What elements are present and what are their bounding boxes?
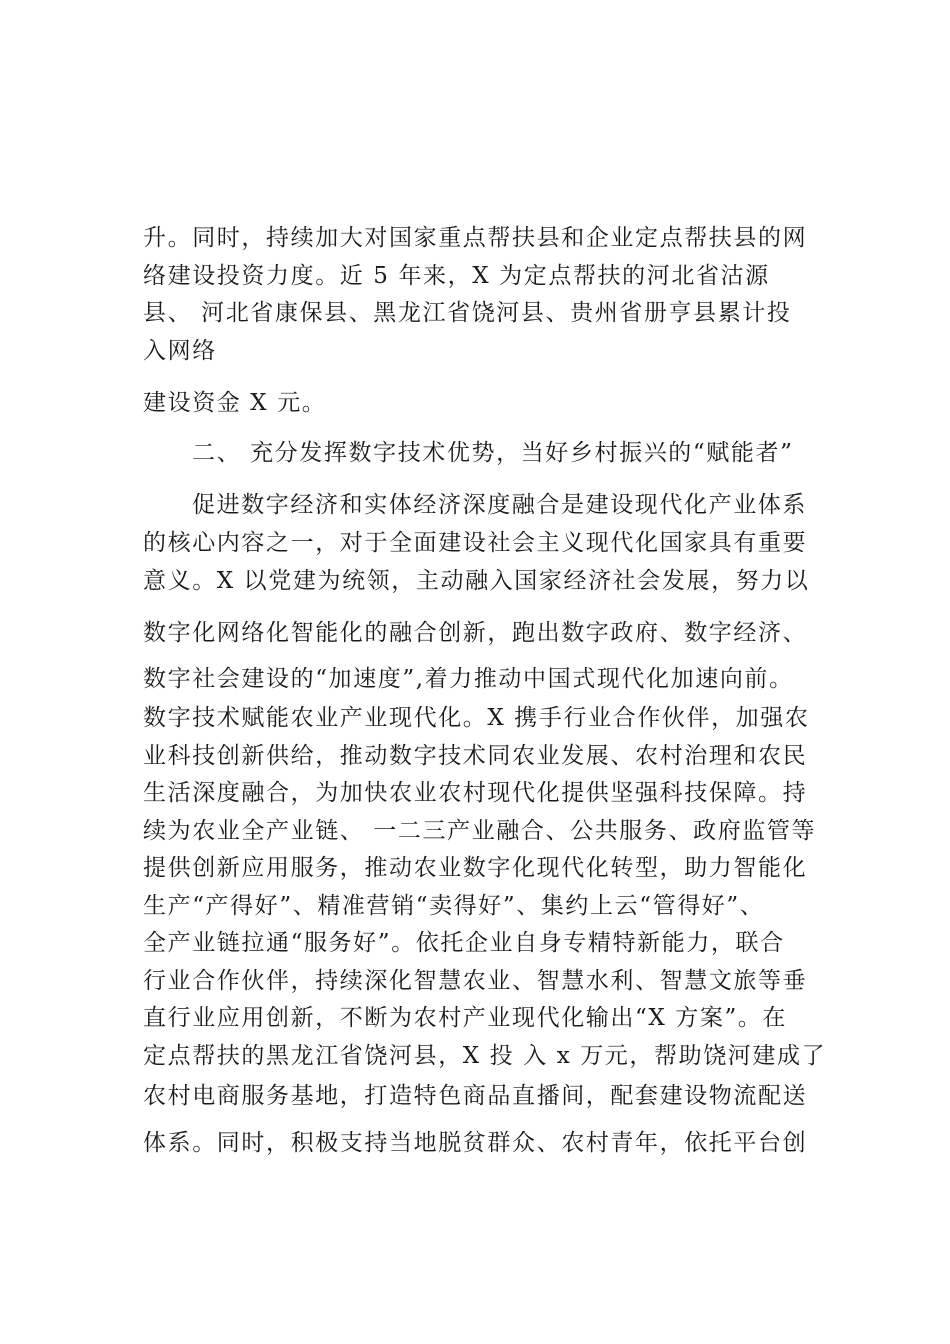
text-line: 升。同时，持续加大对国家重点帮扶县和企业定点帮扶县的网	[143, 225, 808, 251]
text-line: 促进数字经济和实体经济深度融合是建设现代化产业体系	[192, 492, 807, 518]
text-line: 生活深度融合，为加快农业农村现代化提供坚强科技保障。持	[143, 780, 808, 806]
text-line: 提供创新应用服务，推动农业数字化现代化转型，助力智能化	[143, 855, 808, 881]
text-line: 体系。同时，积极支持当地脱贫群众、农村青年，依托平台创	[143, 1130, 808, 1156]
text-line: 入网络	[143, 338, 217, 364]
text-line: 数字化网络化智能化的融合创新，跑出数字政府、数字经济、	[143, 620, 808, 646]
text-line: 行业合作伙伴，持续深化智慧农业、智慧水利、智慧文旅等垂	[143, 968, 808, 994]
text-line: 数字社会建设的“加速度”,着力推动中国式现代化加速向前。	[143, 666, 794, 692]
text-line: 建设资金 X 元。	[143, 390, 327, 416]
text-line: 定点帮扶的黑龙江省饶河县，X 投 入 x 万元，帮助饶河建成了	[143, 1043, 827, 1069]
text-line: 县、 河北省康保县、黑龙江省饶河县、贵州省册亨县累计投	[143, 300, 792, 326]
text-line: 意义。X 以党建为统领，主动融入国家经济社会发展，努力以	[143, 568, 810, 594]
text-line: 直行业应用创新，不断为农村产业现代化输出“X 方案”。在	[143, 1005, 788, 1031]
text-line: 农村电商服务基地，打造特色商品直播间，配套建设物流配送	[143, 1083, 808, 1109]
text-line: 数字技术赋能农业产业现代化。X 携手行业合作伙伴，加强农	[143, 705, 810, 731]
text-line: 续为农业全产业链、 一二三产业融合、公共服务、政府监管等	[143, 818, 817, 844]
section-heading: 二、 充分发挥数字技术优势，当好乡村振兴的“赋能者”	[192, 440, 794, 466]
text-line: 业科技创新供给，推动数字技术同农业发展、农村治理和农民	[143, 743, 808, 769]
text-line: 的核心内容之一，对于全面建设社会主义现代化国家具有重要	[143, 530, 808, 556]
text-line: 全产业链拉通“服务好”。依托企业自身专精特新能力，联合	[143, 930, 785, 956]
text-line: 络建设投资力度。近 5 年来，X 为定点帮扶的河北省沽源	[143, 263, 770, 289]
text-line: 生产“产得好”、精准营销“卖得好”、集约上云“管得好”、	[143, 893, 765, 919]
